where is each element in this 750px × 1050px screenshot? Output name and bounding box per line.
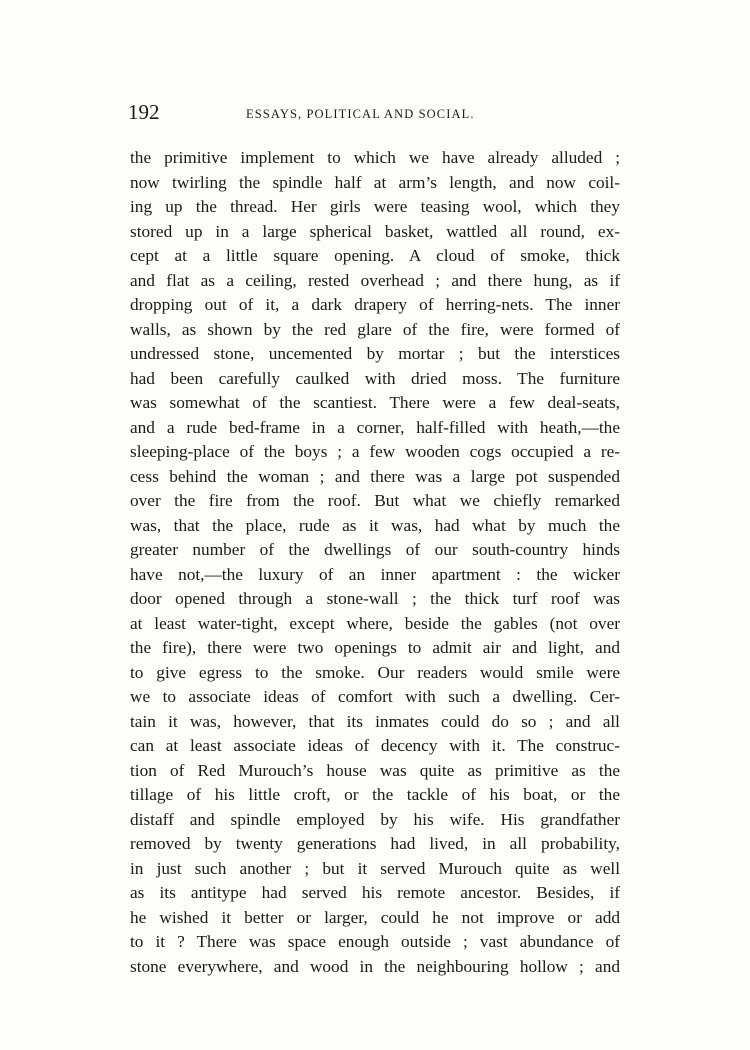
page-number: 192 xyxy=(128,100,160,124)
text-line: to give egress to the smoke. Our readers would smile were xyxy=(130,662,620,682)
text-line: removed by twenty generations had lived, in all probability, xyxy=(130,834,620,853)
text-line: undressed stone, uncemented by mortar ; but the interstices xyxy=(130,344,620,363)
text-line: walls, as shown by the red glare of the fire, were formed of xyxy=(130,319,620,339)
text-line: ing up the thread. Her girls were teasing wool, which they xyxy=(130,197,620,216)
text-line: tillage of his little croft, or the tackle of his boat, or the xyxy=(130,785,620,804)
text-line: the primitive implement to which we have already alluded ; xyxy=(130,148,620,167)
text-line: and a rude bed-frame in a corner, half-filled with heath,—the xyxy=(130,417,620,437)
text-line: at least water-tight, except where, beside the gables (not over xyxy=(130,613,620,633)
text-line: had been carefully caulked with dried moss. The furniture xyxy=(130,368,620,388)
running-head: ESSAYS, POLITICAL AND SOCIAL. xyxy=(246,107,475,121)
text-line: cept at a little square opening. A cloud of smoke, thick xyxy=(130,246,620,265)
text-line: the fire), there were two openings to admit air and light, and xyxy=(130,638,620,657)
text-line: distaff and spindle employed by his wife. His grandfather xyxy=(130,809,620,829)
text-line: cess behind the woman ; and there was a large pot suspended xyxy=(130,466,620,486)
text-line: door opened through a stone-wall ; the thick turf roof was xyxy=(130,589,620,608)
text-line: and flat as a ceiling, rested overhead ; and there hung, as if xyxy=(130,270,620,290)
page-header xyxy=(128,100,622,128)
text-line: stone everywhere, and wood in the neighbouring hollow ; and xyxy=(130,956,620,976)
text-line: have not,—the luxury of an inner apartment : the wicker xyxy=(130,564,620,584)
text-line: as its antitype had served his remote ancestor. Besides, if xyxy=(130,883,620,902)
text-line: we to associate ideas of comfort with such a dwelling. Cer- xyxy=(130,687,620,706)
text-line: to it ? There was space enough outside ; vast abundance of xyxy=(130,932,620,951)
text-line: tion of Red Murouch’s house was quite as primitive as the xyxy=(130,760,620,780)
body-text xyxy=(130,146,620,979)
text-line: sleeping-place of the boys ; a few wooden cogs occupied a re- xyxy=(130,442,620,461)
text-line: tain it was, however, that its inmates could do so ; and all xyxy=(130,711,620,731)
text-line: was somewhat of the scantiest. There were a few deal-seats, xyxy=(130,393,620,412)
text-line: now twirling the spindle half at arm’s length, and now coil- xyxy=(130,172,620,192)
text-line: in just such another ; but it served Murouch quite as well xyxy=(130,858,620,878)
text-line: over the fire from the roof. But what we chiefly remarked xyxy=(130,491,620,510)
text-line: he wished it better or larger, could he not improve or add xyxy=(130,907,620,927)
text-line: can at least associate ideas of decency with it. The construc- xyxy=(130,736,620,755)
text-line: greater number of the dwellings of our south-country hinds xyxy=(130,540,620,559)
text-line: was, that the place, rude as it was, had what by much the xyxy=(130,515,620,535)
text-line: dropping out of it, a dark drapery of herring-nets. The inner xyxy=(130,295,620,314)
text-line: stored up in a large spherical basket, wattled all round, ex- xyxy=(130,221,620,241)
